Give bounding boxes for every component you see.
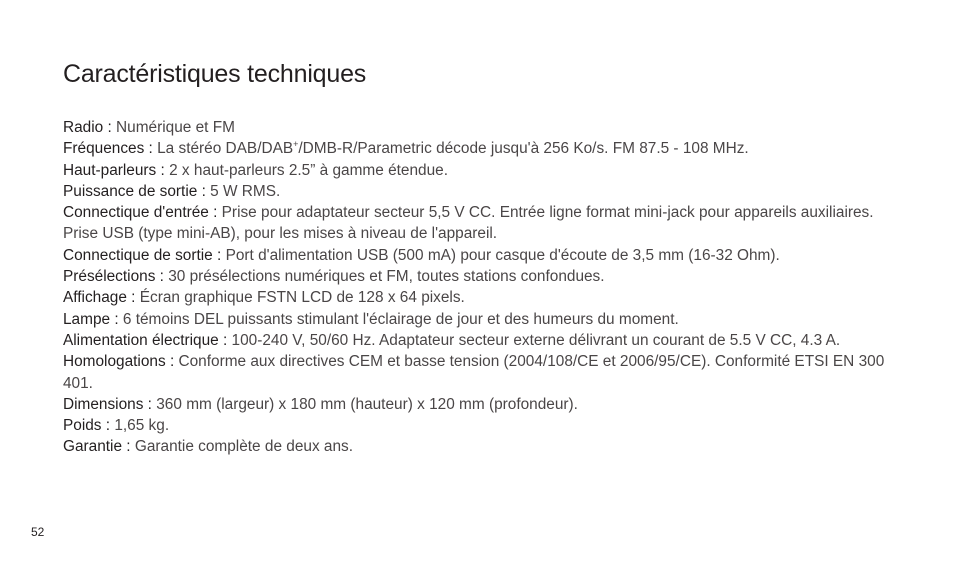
spec-value: Écran graphique FSTN LCD de 128 x 64 pixels. bbox=[139, 289, 465, 307]
spec-speakers bbox=[63, 160, 903, 181]
spec-value: 2 x haut-parleurs 2.5” à gamme étendue. bbox=[169, 161, 448, 179]
superscript-plus: + bbox=[293, 139, 299, 150]
spec-value: 100-240 V, 50/60 Hz. Adaptateur secteur externe délivrant un courant de 5.5 V CC, 4.3 A. bbox=[231, 331, 841, 349]
spec-radio bbox=[63, 117, 903, 138]
spec-frequencies bbox=[63, 138, 903, 159]
spec-certifications bbox=[63, 351, 903, 394]
spec-label: Haut-parleurs : bbox=[63, 161, 170, 179]
spec-output-connectors bbox=[63, 245, 903, 266]
page-number: 52 bbox=[31, 525, 45, 539]
spec-label: Affichage : bbox=[63, 289, 140, 307]
spec-value: 360 mm (largeur) x 180 mm (hauteur) x 120 mm (profondeur). bbox=[156, 395, 578, 413]
spec-list bbox=[63, 117, 903, 458]
spec-value: Conforme aux directives CEM et basse tension (2004/108/CE et 2006/95/CE). Conformité ETSI EN 300 401. bbox=[63, 353, 885, 392]
spec-value: Numérique et FM bbox=[116, 119, 235, 136]
spec-label: Homologations : bbox=[63, 353, 179, 371]
spec-power-supply bbox=[63, 330, 903, 351]
spec-value-part: La stéréo DAB/DAB bbox=[157, 140, 294, 158]
spec-label: Radio : bbox=[63, 119, 117, 136]
spec-label: Garantie : bbox=[63, 438, 135, 456]
spec-value: 1,65 kg. bbox=[114, 417, 170, 435]
spec-presets bbox=[63, 266, 903, 287]
spec-label: Poids : bbox=[63, 417, 115, 435]
spec-label: Connectique de sortie : bbox=[63, 246, 226, 264]
spec-value bbox=[157, 140, 749, 157]
spec-label: Présélections : bbox=[63, 268, 169, 286]
spec-value: Prise pour adaptateur secteur 5,5 V CC. Entrée ligne format mini-jack pour appareils auxiliaires. Prise USB (type mini-AB), pour les mises à niveau de l'appareil. bbox=[63, 204, 874, 243]
spec-value: 6 témoins DEL puissants stimulant l'éclairage de jour et des humeurs du moment. bbox=[122, 310, 679, 328]
spec-lamp bbox=[63, 309, 903, 330]
spec-label: Connectique d'entrée : bbox=[63, 204, 222, 222]
spec-display bbox=[63, 287, 903, 308]
page-title: Caractéristiques techniques bbox=[63, 60, 367, 88]
spec-value: Garantie complète de deux ans. bbox=[134, 438, 354, 456]
spec-label: Fréquences : bbox=[63, 140, 158, 158]
spec-weight bbox=[63, 415, 903, 436]
spec-warranty bbox=[63, 436, 903, 457]
spec-input-connectors bbox=[63, 202, 903, 245]
spec-value: Port d'alimentation USB (500 mA) pour casque d'écoute de 3,5 mm (16-32 Ohm). bbox=[225, 246, 780, 264]
spec-label: Dimensions : bbox=[63, 395, 157, 413]
spec-label: Lampe : bbox=[63, 310, 123, 328]
spec-value: 30 présélections numériques et FM, toutes stations confondues. bbox=[168, 268, 605, 286]
spec-label: Puissance de sortie : bbox=[63, 182, 211, 200]
spec-value-part: /DMB-R/Parametric décode jusqu'à 256 Ko/s. FM 87.5 - 108 MHz. bbox=[298, 140, 749, 158]
spec-dimensions bbox=[63, 394, 903, 415]
spec-value: 5 W RMS. bbox=[210, 182, 281, 200]
spec-output-power bbox=[63, 181, 903, 202]
spec-label: Alimentation électrique : bbox=[63, 331, 232, 349]
